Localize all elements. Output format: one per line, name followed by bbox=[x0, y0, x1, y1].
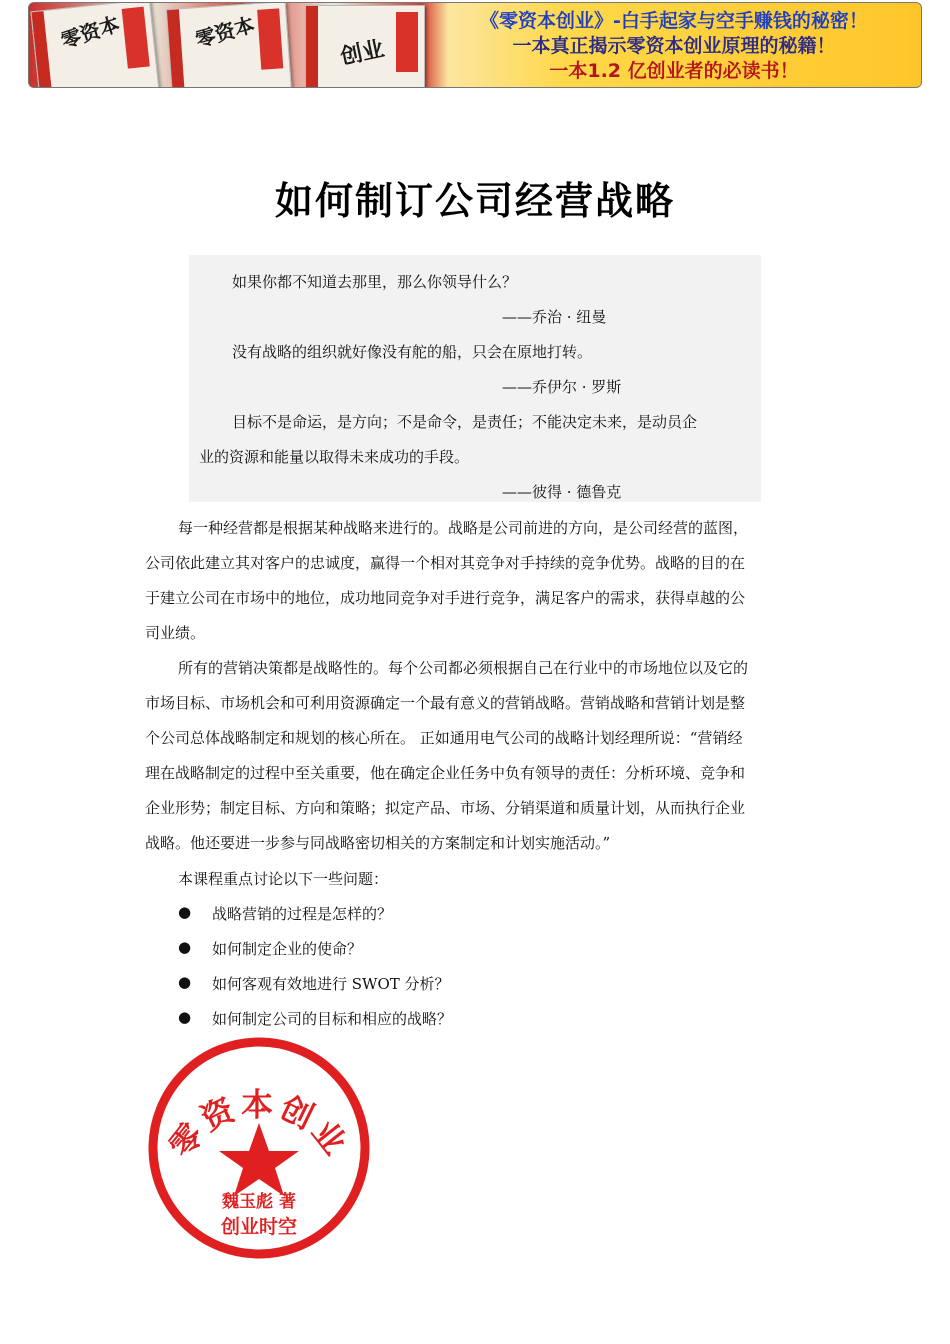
bullet-icon: ● bbox=[178, 1008, 192, 1026]
book-cover-mark: 零资本 bbox=[192, 12, 258, 53]
quote-text-2: 没有战略的组织就好像没有舵的船，只会在原地打转。 bbox=[232, 343, 593, 361]
section-intro: 本课程重点讨论以下一些问题： bbox=[178, 870, 389, 888]
quote-author-3: ——彼得 · 德鲁克 bbox=[502, 483, 622, 501]
bullet-item: 如何制定企业的使命？ bbox=[212, 940, 363, 958]
seal-publisher: 创业时空 bbox=[220, 1216, 298, 1238]
paragraph-line: 战略。他还要进一步参与同战略密切相关的方案制定和计划实施活动。” bbox=[145, 834, 611, 852]
header-banner bbox=[28, 2, 922, 88]
bullet-item: 战略营销的过程是怎样的？ bbox=[212, 905, 393, 923]
bullet-icon: ● bbox=[178, 903, 192, 921]
paragraph-line: 企业形势；制定目标、方向和策略；拟定产品、市场、分销渠道和质量计划，从而执行企业 bbox=[145, 799, 746, 817]
paragraph-line: 市场目标、市场机会和可利用资源确定一个最有意义的营销战略。营销战略和营销计划是整 bbox=[145, 694, 746, 712]
star-icon bbox=[219, 1123, 299, 1196]
seal-author: 魏玉彪 著 bbox=[222, 1192, 296, 1212]
quote-author-2: ——乔伊尔 · 罗斯 bbox=[502, 378, 622, 396]
page-title: 如何制订公司经营战略 bbox=[274, 178, 675, 223]
book-cover-mark: 创业 bbox=[338, 36, 387, 71]
quote-text-3b: 业的资源和能量以取得未来成功的手段。 bbox=[199, 448, 470, 466]
paragraph-line: 每一种经营都是根据某种战略来进行的。战略是公司前进的方向，是公司经营的蓝图， bbox=[178, 519, 749, 537]
seal-arc-text: 零资本创业 bbox=[161, 1085, 357, 1165]
bullet-icon: ● bbox=[178, 938, 192, 956]
quote-text-1: 如果你都不知道去那里，那么你领导什么？ bbox=[232, 273, 518, 291]
paragraph-line: 理在战略制定的过程中至关重要，他在确定企业任务中负有领导的责任：分析环境、竞争和 bbox=[145, 764, 746, 782]
book-cover-image bbox=[30, 2, 159, 88]
book-cover-image bbox=[305, 5, 425, 88]
banner-slogan bbox=[439, 9, 909, 84]
bullet-item: 如何制定公司的目标和相应的战略？ bbox=[212, 1010, 453, 1028]
bullet-icon: ● bbox=[178, 973, 192, 991]
red-seal-stamp bbox=[145, 1035, 373, 1261]
book-cover-mark: 零资本 bbox=[57, 11, 123, 54]
paragraph-line: 所有的营销决策都是战略性的。每个公司都必须根据自己在行业中的市场地位以及它的 bbox=[178, 659, 749, 677]
banner-line-3: 一本1.2 亿创业者的必读书！ bbox=[549, 60, 799, 82]
paragraph-line: 公司依此建立其对客户的忠诚度，赢得一个相对其竞争对手持续的竞争优势。战略的目的在 bbox=[145, 554, 746, 572]
book-cover-image bbox=[166, 2, 292, 88]
paragraph-line: 于建立公司在市场中的地位，成功地同竞争对手进行竞争，满足客户的需求，获得卓越的公 bbox=[145, 589, 746, 607]
bullet-item: 如何客观有效地进行 SWOT 分析？ bbox=[212, 975, 450, 993]
quote-author-1: ——乔治 · 纽曼 bbox=[502, 308, 607, 326]
paragraph-line: 个公司总体战略制定和规划的核心所在。 正如通用电气公司的战略计划经理所说：“营销经 bbox=[145, 729, 743, 747]
banner-line-2: 一本真正揭示零资本创业原理的秘籍！ bbox=[512, 35, 836, 57]
quote-text-3a: 目标不是命运，是方向；不是命令，是责任；不能决定未来，是动员企 bbox=[232, 413, 698, 431]
paragraph-line: 司业绩。 bbox=[145, 624, 206, 642]
banner-line-1: 《零资本创业》-白手起家与空手赚钱的秘密！ bbox=[480, 10, 868, 32]
